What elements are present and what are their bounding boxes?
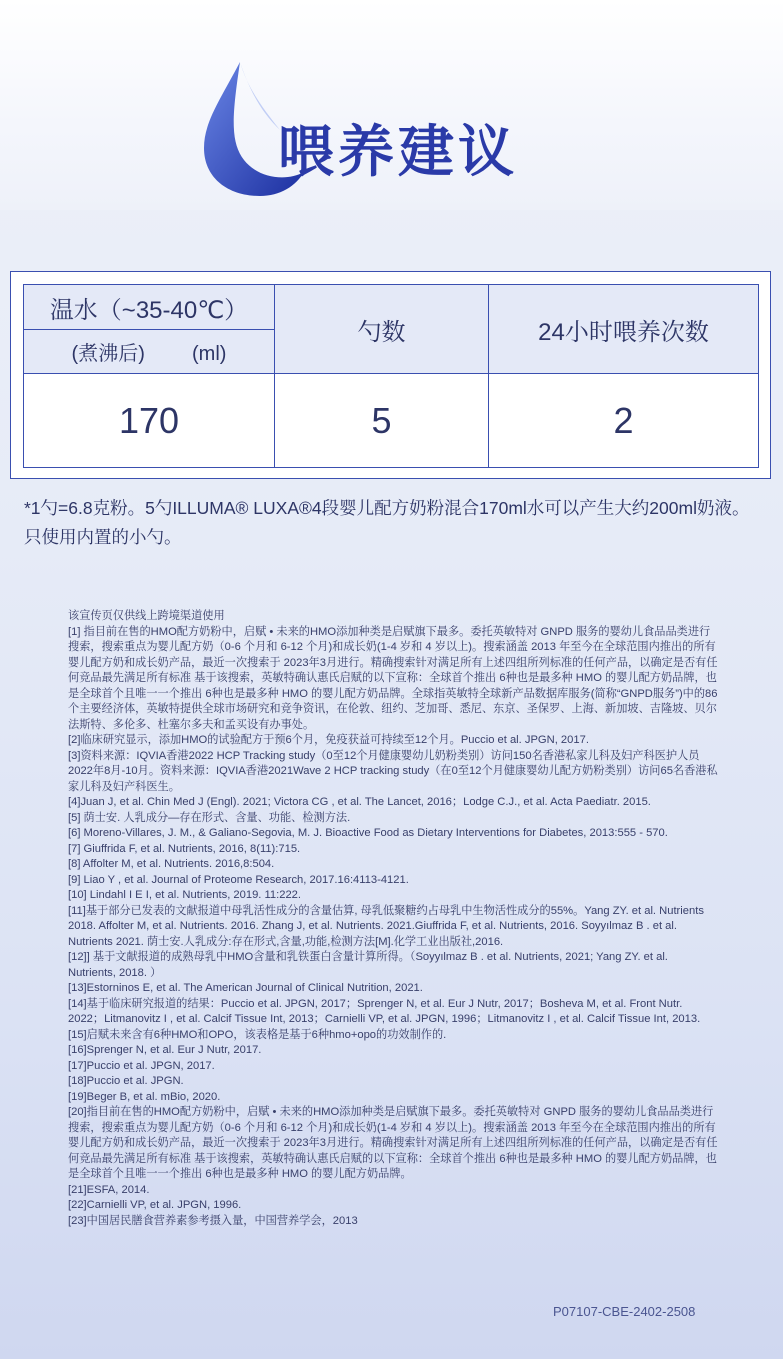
ref-item: [5] 荫士安. 人乳成分—存在形式、含量、功能、检测方法. <box>68 811 351 824</box>
header-water-boiled: (煮沸后) <box>71 343 145 365</box>
ref-item: [15]启赋未来含有6种HMO和OPO，该表格是基于6种hmo+opo的功效制作的. <box>68 1028 447 1041</box>
ref-item: [8] Affolter M, et al. Nutrients. 2016,8:504. <box>68 858 275 870</box>
ref-item: [2]临床研究显示，添加HMO的试验配方于预6个月，免疫获益可持续至12个月。Puccio et al. JPGN, 2017. <box>68 734 589 746</box>
ref-item: [22]Carnielli VP, et al. JPGN, 1996. <box>68 1199 242 1211</box>
page-title: 喂养建议 <box>278 120 518 185</box>
header-water-ml: (ml) <box>192 343 227 365</box>
value-times: 2 <box>489 374 759 468</box>
note-line-2: 只使用内置的小勺。 <box>24 527 182 547</box>
ref-item: [17]Puccio et al. JPGN, 2017. <box>68 1059 215 1072</box>
ref-item: [23]中国居民膳食营养素参考摄入量，中国营养学会，2013 <box>68 1214 358 1227</box>
header-water: 温水（~35-40℃） <box>24 285 275 330</box>
ref-item: [16]Sprenger N, et al. Eur J Nutr, 2017. <box>68 1044 262 1056</box>
header-times: 24小时喂养次数 <box>489 285 759 374</box>
header-water-unit <box>24 330 275 374</box>
scoop-note <box>24 494 769 552</box>
feeding-table-frame <box>10 271 771 479</box>
ref-item: [3]资料来源：IQVIA香港2022 HCP Tracking study（0至12个月健康婴幼儿奶粉类别）访问150名香港私家儿科及妇产科医护人员2022年8月-10月。资料来源：IQVIA香港2021Wave 2 HCP tracking study（在0至12个月健康婴幼儿配方奶粉类别）访问65名香港私家儿科及妇产科医生。 <box>68 749 718 793</box>
note-line-1: *1勺=6.8克粉。5勺ILLUMA® LUXA®4段婴儿配方奶粉混合170ml水可以产生大约200ml奶液。 <box>24 498 750 518</box>
ref-item: [12]] 基于文献报道的成熟母乳中HMO含量和乳铁蛋白含量计算所得。（Soyyılmaz B . et al. Nutrients, 2021; Yang ZY. et al. Nutrients, 2018. ） <box>68 951 668 979</box>
ref-item: [7] Giuffrida F, et al. Nutrients, 2016, 8(11):715. <box>68 842 301 855</box>
ref-item: [10] Lindahl I E I, et al. Nutrients, 2019. 11:222. <box>68 889 302 901</box>
header-scoops: 勺数 <box>275 285 489 374</box>
ref-item: [13]Estorninos E, et al. The American Journal of Clinical Nutrition, 2021. <box>68 982 423 994</box>
ref-item: [20]指目前在售的HMO配方奶粉中，启赋 • 未来的HMO添加种类是启赋旗下最多。委托英敏特对 GNPD 服务的婴幼儿食品品类进行搜索，搜索重点为婴儿配方奶（0-6 个月和 6-12 个月)和成长奶(1-4 岁和 4 岁以上)。搜索涵盖 2013 年至今在全球范围内推出的所有婴儿配方奶和成长奶产品，最近一次搜索于 2023年3月进行。精确搜索针对满足所有上述四组所列标准的任何产品，以确定是否有任何竞品最先满足所有标准 基于该搜索，英敏特确认惠氏启赋的以下宣称：全球首个推出 6种也是最多种 HMO 的婴儿配方奶品牌，也是全球首个且唯一一个推出 6种也是最多种 HMO 的婴儿配方奶品牌。 <box>68 1106 718 1180</box>
value-water-ml: 170 <box>24 374 275 468</box>
references <box>68 609 718 1229</box>
ref-item: [11]基于部分已发表的文献报道中母乳活性成分的含量估算, 母乳低聚糖约占母乳中生物活性成分的55%。Yang ZY. et al. Nutrients 2018. Affolter M, et al. Nutrients. 2016. Zhang J, et al. Nutrients. 2021.Giuffrida F, et al. Nutrients, 2016. Soyyılmaz B . et al. Nutrients 2021. 荫士安.人乳成分:存在形式,含量,功能,检测方法[M].化学工业出版社,2016. <box>68 904 704 948</box>
document-code: P07107-CBE-2402-2508 <box>553 1304 696 1319</box>
ref-item: [1] 指目前在售的HMO配方奶粉中，启赋 • 未来的HMO添加种类是启赋旗下最多。委托英敏特对 GNPD 服务的婴幼儿食品品类进行搜索，搜索重点为婴儿配方奶（0-6 个月和 6-12 个月)和成长奶(1-4 岁和 4 岁以上)。搜索涵盖 2013 年至今在全球范围内推出的所有婴儿配方奶和成长奶产品，最近一次搜索于 2023年3月进行。精确搜索针对满足所有上述四组所列标准的任何产品，以确定是否有任何竞品最先满足所有标准 基于该搜索，英敏特确认惠氏启赋的以下宣称：全球首个推出 6种也是最多种 HMO 的婴儿配方奶品牌，也是全球首个且唯一一个推出 6种也是最多种 HMO 的婴儿配方奶品牌。全球指英敏特全球新产品数据库服务(简称“GNPD服务”)中的86个主要经济体，英敏特提供全球市场研究和竞争资讯，在伦敦、纽约、芝加哥、悉尼、东京、圣保罗、上海、新加坡、吉隆坡、贝尔法斯特、多伦多、杜塞尔多夫和孟买设有办事处。 <box>68 625 718 731</box>
feeding-table <box>23 284 759 468</box>
ref-item: [6] Moreno-Villares, J. M., & Galiano-Segovia, M. J. Bioactive Food as Dietary Interventions for Diabetes, 2013:555 - 570. <box>68 827 668 839</box>
ref-item: [19]Beger B, et al. mBio, 2020. <box>68 1090 221 1103</box>
ref-item: [18]Puccio et al. JPGN. <box>68 1075 184 1087</box>
ref-item: [9] Liao Y , et al. Journal of Proteome Research, 2017.16:4113-4121. <box>68 873 409 886</box>
ref-item: [4]Juan J, et al. Chin Med J (Engl). 2021; Victora CG , et al. The Lancet, 2016；Lodge C.J., et al. Acta Paediatr. 2015. <box>68 796 651 808</box>
ref-item: [21]ESFA, 2014. <box>68 1183 150 1196</box>
ref-item: [14]基于临床研究报道的结果：Puccio et al. JPGN, 2017；Sprenger N, et al. Eur J Nutr, 2017；Bosheva M, et al. Front Nutr. 2022；Litmanovitz I , et al. Calcif Tissue Int, 2013；Carnielli VP, et al. JPGN, 1996；Litmanovitz I , et al. Calcif Tissue Int, 2013. <box>68 997 701 1025</box>
ref-item: 该宣传页仅供线上跨境渠道使用 <box>68 610 225 622</box>
value-scoops: 5 <box>275 374 489 468</box>
